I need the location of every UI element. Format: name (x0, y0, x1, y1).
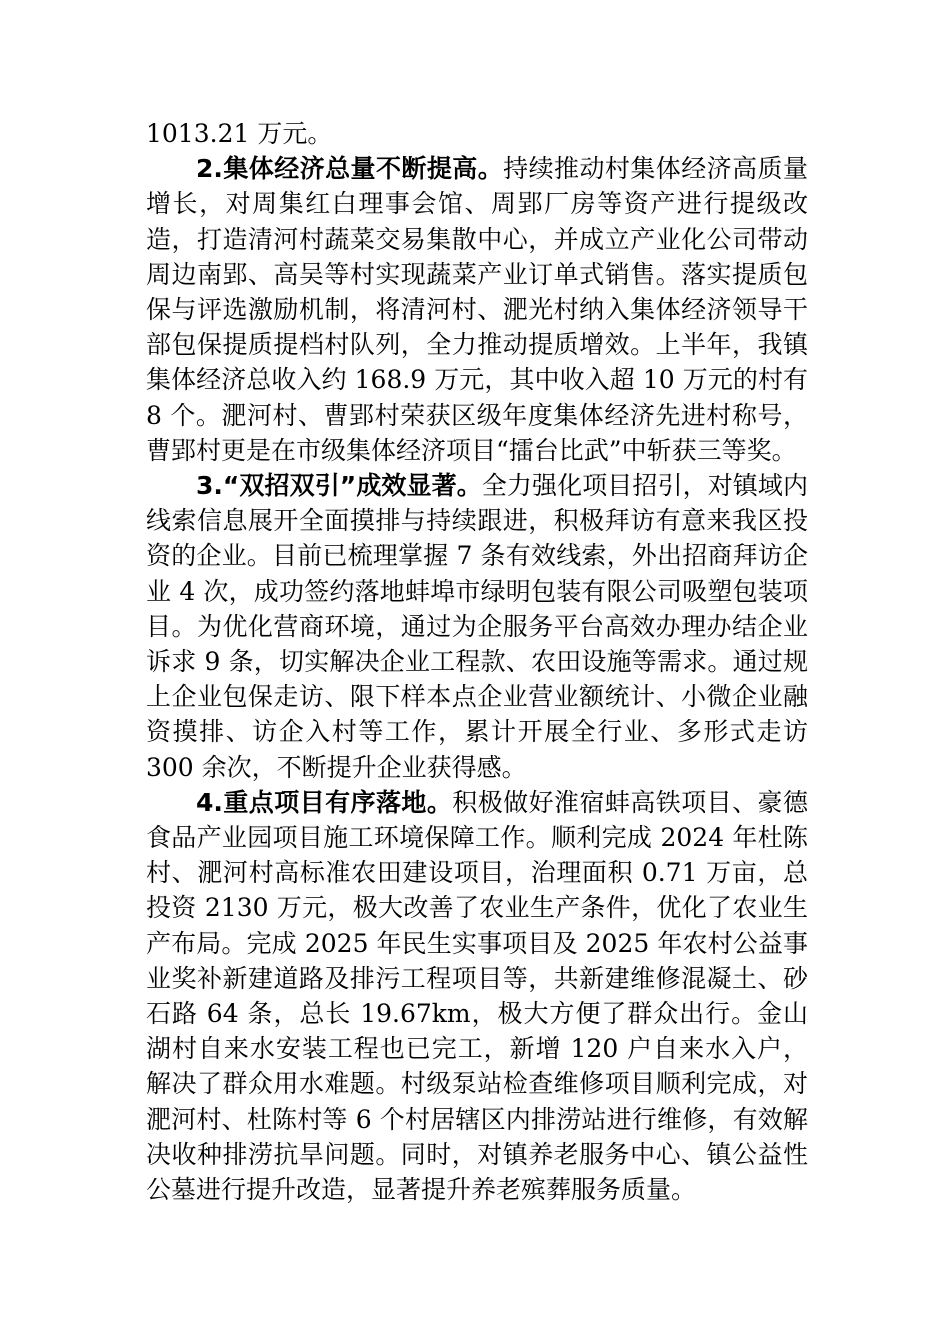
document-body (146, 116, 808, 1207)
section-body: 全力强化项目招引，对镇域内线索信息展开全面摸排与持续跟进，积极拜访有意来我区投资的企业。目前已梳理掌握 7 条有效线索，外出招商拜访企业 4 次，成功签约落地蚌埠市绿明包装有限公司吸塑包装项目。为优化营商环境，通过为企服务平台高效办理办结企业诉求 9 条，切实解决企业工程款、农田设施等需求。通过规上企业包保走访、限下样本点企业营业额统计、小微企业融资摸排、访企入村等工作，累计开展全行业、多形式走访 300 余次，不断提升企业获得感。 (146, 471, 808, 782)
section-heading: 4.重点项目有序落地。 (196, 787, 453, 817)
lead-line: 1013.21 万元。 (146, 119, 333, 148)
section-body: 积极做好淮宿蚌高铁项目、豪德食品产业园项目施工环境保障工作。顺利完成 2024 年杜陈村、淝河村高标准农田建设项目，治理面积 0.71 万亩，总投资 2130 万元，极大改善了农业生产条件，优化了农业生产布局。完成 2025 年民生实事项目及 2025 年农村公益事业奖补新建道路及排污工程项目等，共新建维修混凝土、砂石路 64 条，总长 19.67km，极大方便了群众出行。金山湖村自来水安装工程也已完工，新增 120 户自来水入户，解决了群众用水难题。村级泵站检查维修项目顺利完成，对淝河村、杜陈村等 6 个村居辖区内排涝站进行维修，有效解决收种排涝抗旱问题。同时，对镇养老服务中心、镇公益性公墓进行提升改造，显著提升养老殡葬服务质量。 (146, 787, 808, 1205)
section-collective-economy (146, 151, 808, 468)
section-investment-attraction (146, 468, 808, 785)
section-heading: 2.集体经济总量不断提高。 (196, 154, 504, 184)
section-key-projects (146, 785, 808, 1207)
section-heading: 3.“双招双引”成效显著。 (196, 471, 482, 501)
section-body: 持续推动村集体经济高质量增长，对周集红白理事会馆、周郢厂房等资产进行提级改造，打造清河村蔬菜交易集散中心，并成立产业化公司带动周边南郢、高吴等村实现蔬菜产业订单式销售。落实提质包保与评选激励机制，将清河村、淝光村纳入集体经济领导干部包保提质提档村队列，全力推动提质增效。上半年，我镇集体经济总收入约 168.9 万元，其中收入超 10 万元的村有 8 个。淝河村、曹郢村荣获区级年度集体经济先进村称号，曹郢村更是在市级集体经济项目“擂台比武”中斩获三等奖。 (146, 154, 808, 465)
